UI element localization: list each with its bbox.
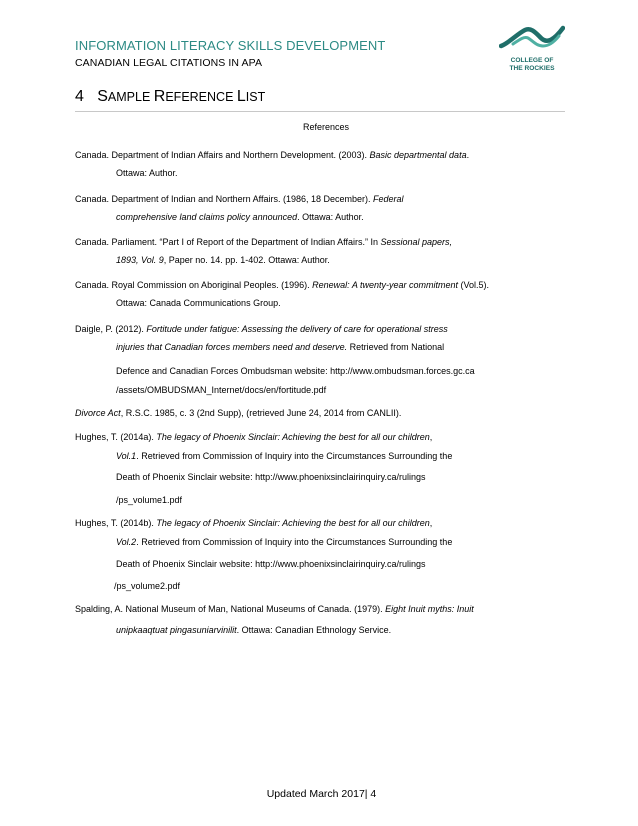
reference-text: Canada. Department of Indian Affairs and Northern Development. (2003). <box>75 150 370 160</box>
reference-line <box>116 559 426 569</box>
page-footer: Updated March 2017| 4 <box>266 788 377 800</box>
reference-text: Death of Phoenix Sinclair website: http://www.phoenixsinclairinquiry.ca/rulings <box>116 559 426 569</box>
reference-text: , <box>429 518 433 528</box>
reference-text: . Retrieved from Commission of Inquiry into the Circumstances Surrounding the <box>136 537 453 547</box>
reference-text: /ps_volume1.pdf <box>116 495 183 505</box>
reference-italic-text: The legacy of Phoenix Sinclair: Achieving the best for all our children <box>156 518 430 528</box>
reference-line <box>75 280 489 290</box>
reference-italic-text: injuries that Canadian forces members need and deserve. <box>116 342 348 352</box>
reference-text: Ottawa: Canada Communications Group. <box>116 298 281 308</box>
logo-wordmark: COLLEGE OF THE ROCKIES <box>509 57 555 72</box>
reference-italic-text: Federal <box>373 194 404 204</box>
reference-text: /assets/OMBUDSMAN_Internet/docs/en/fortitude.pdf <box>116 385 327 395</box>
reference-line <box>116 537 452 547</box>
reference-line <box>75 150 469 160</box>
reference-text: Ottawa: Author. <box>116 168 178 178</box>
reference-text: /ps_volume2.pdf <box>114 581 181 591</box>
reference-line <box>116 385 326 395</box>
reference-text: Daigle, P. (2012). <box>75 324 147 334</box>
reference-italic-text: The legacy of Phoenix Sinclair: Achieving the best for all our children <box>156 432 430 442</box>
reference-text: , <box>429 432 433 442</box>
reference-line <box>116 472 426 482</box>
reference-line <box>116 366 475 376</box>
reference-line <box>75 604 474 614</box>
reference-italic-text: Vol.2 <box>116 537 137 547</box>
references-heading: References <box>302 122 350 132</box>
reference-line <box>75 324 448 334</box>
reference-line <box>116 625 391 635</box>
reference-line <box>116 298 281 308</box>
reference-line <box>75 194 404 204</box>
reference-line <box>116 212 364 222</box>
reference-line <box>75 408 401 418</box>
reference-text: Canada. Department of Indian and Northern Affairs. (1986, 18 December). <box>75 194 374 204</box>
reference-line <box>116 451 452 461</box>
reference-italic-text: Renewal: A twenty-year commitment <box>312 280 459 290</box>
reference-italic-text: Basic departmental data <box>369 150 467 160</box>
reference-text: . Ottawa: Author. <box>297 212 364 222</box>
reference-italic-text: Vol.1 <box>116 451 137 461</box>
reference-line <box>75 237 452 247</box>
reference-line <box>116 255 330 265</box>
reference-italic-text: Sessional papers, <box>380 237 453 247</box>
reference-text: Defence and Canadian Forces Ombudsman website: http://www.ombudsman.forces.gc.ca <box>116 366 475 376</box>
reference-line <box>75 432 432 442</box>
reference-line <box>116 168 178 178</box>
reference-italic-text: Divorce Act <box>75 408 121 418</box>
reference-italic-text: unipkaaqtuat pingasuniarvinilit <box>116 625 237 635</box>
document-header-title: INFORMATION LITERACY SKILLS DEVELOPMENT <box>75 38 386 53</box>
document-header-subtitle: CANADIAN LEGAL CITATIONS IN APA <box>75 57 263 69</box>
reference-text: Canada. Royal Commission on Aboriginal Peoples. (1996). <box>75 280 313 290</box>
reference-text: (Vol.5). <box>458 280 490 290</box>
reference-text: Retrieved from National <box>347 342 445 352</box>
reference-text: , Paper no. 14. pp. 1-402. Ottawa: Author. <box>163 255 330 265</box>
reference-line <box>75 518 432 528</box>
reference-text: , R.S.C. 1985, c. 3 (2nd Supp), (retrieved June 24, 2014 from CANLII). <box>120 408 402 418</box>
reference-text: Hughes, T. (2014a). <box>75 432 157 442</box>
reference-text: Hughes, T. (2014b). <box>75 518 157 528</box>
reference-italic-text: 1893, Vol. 9 <box>116 255 164 265</box>
reference-line <box>114 581 180 591</box>
heading-rule <box>75 111 565 112</box>
reference-text: Death of Phoenix Sinclair website: http://www.phoenixsinclairinquiry.ca/rulings <box>116 472 426 482</box>
reference-italic-text: Eight Inuit myths: Inuit <box>385 604 474 614</box>
college-logo-icon <box>499 24 565 86</box>
section-heading: 4 SAMPLE REFERENCE LIST <box>75 88 266 105</box>
reference-text: Spalding, A. National Museum of Man, National Museums of Canada. (1979). <box>75 604 386 614</box>
reference-line <box>116 342 444 352</box>
reference-text: . <box>466 150 470 160</box>
reference-line <box>116 495 182 505</box>
reference-text: . Ottawa: Canadian Ethnology Service. <box>236 625 392 635</box>
reference-text: . Retrieved from Commission of Inquiry into the Circumstances Surrounding the <box>136 451 453 461</box>
reference-italic-text: Fortitude under fatigue: Assessing the delivery of care for operational stress <box>146 324 448 334</box>
reference-text: Canada. Parliament. “Part I of Report of the Department of Indian Affairs.” In <box>75 237 381 247</box>
reference-italic-text: comprehensive land claims policy announced <box>116 212 298 222</box>
